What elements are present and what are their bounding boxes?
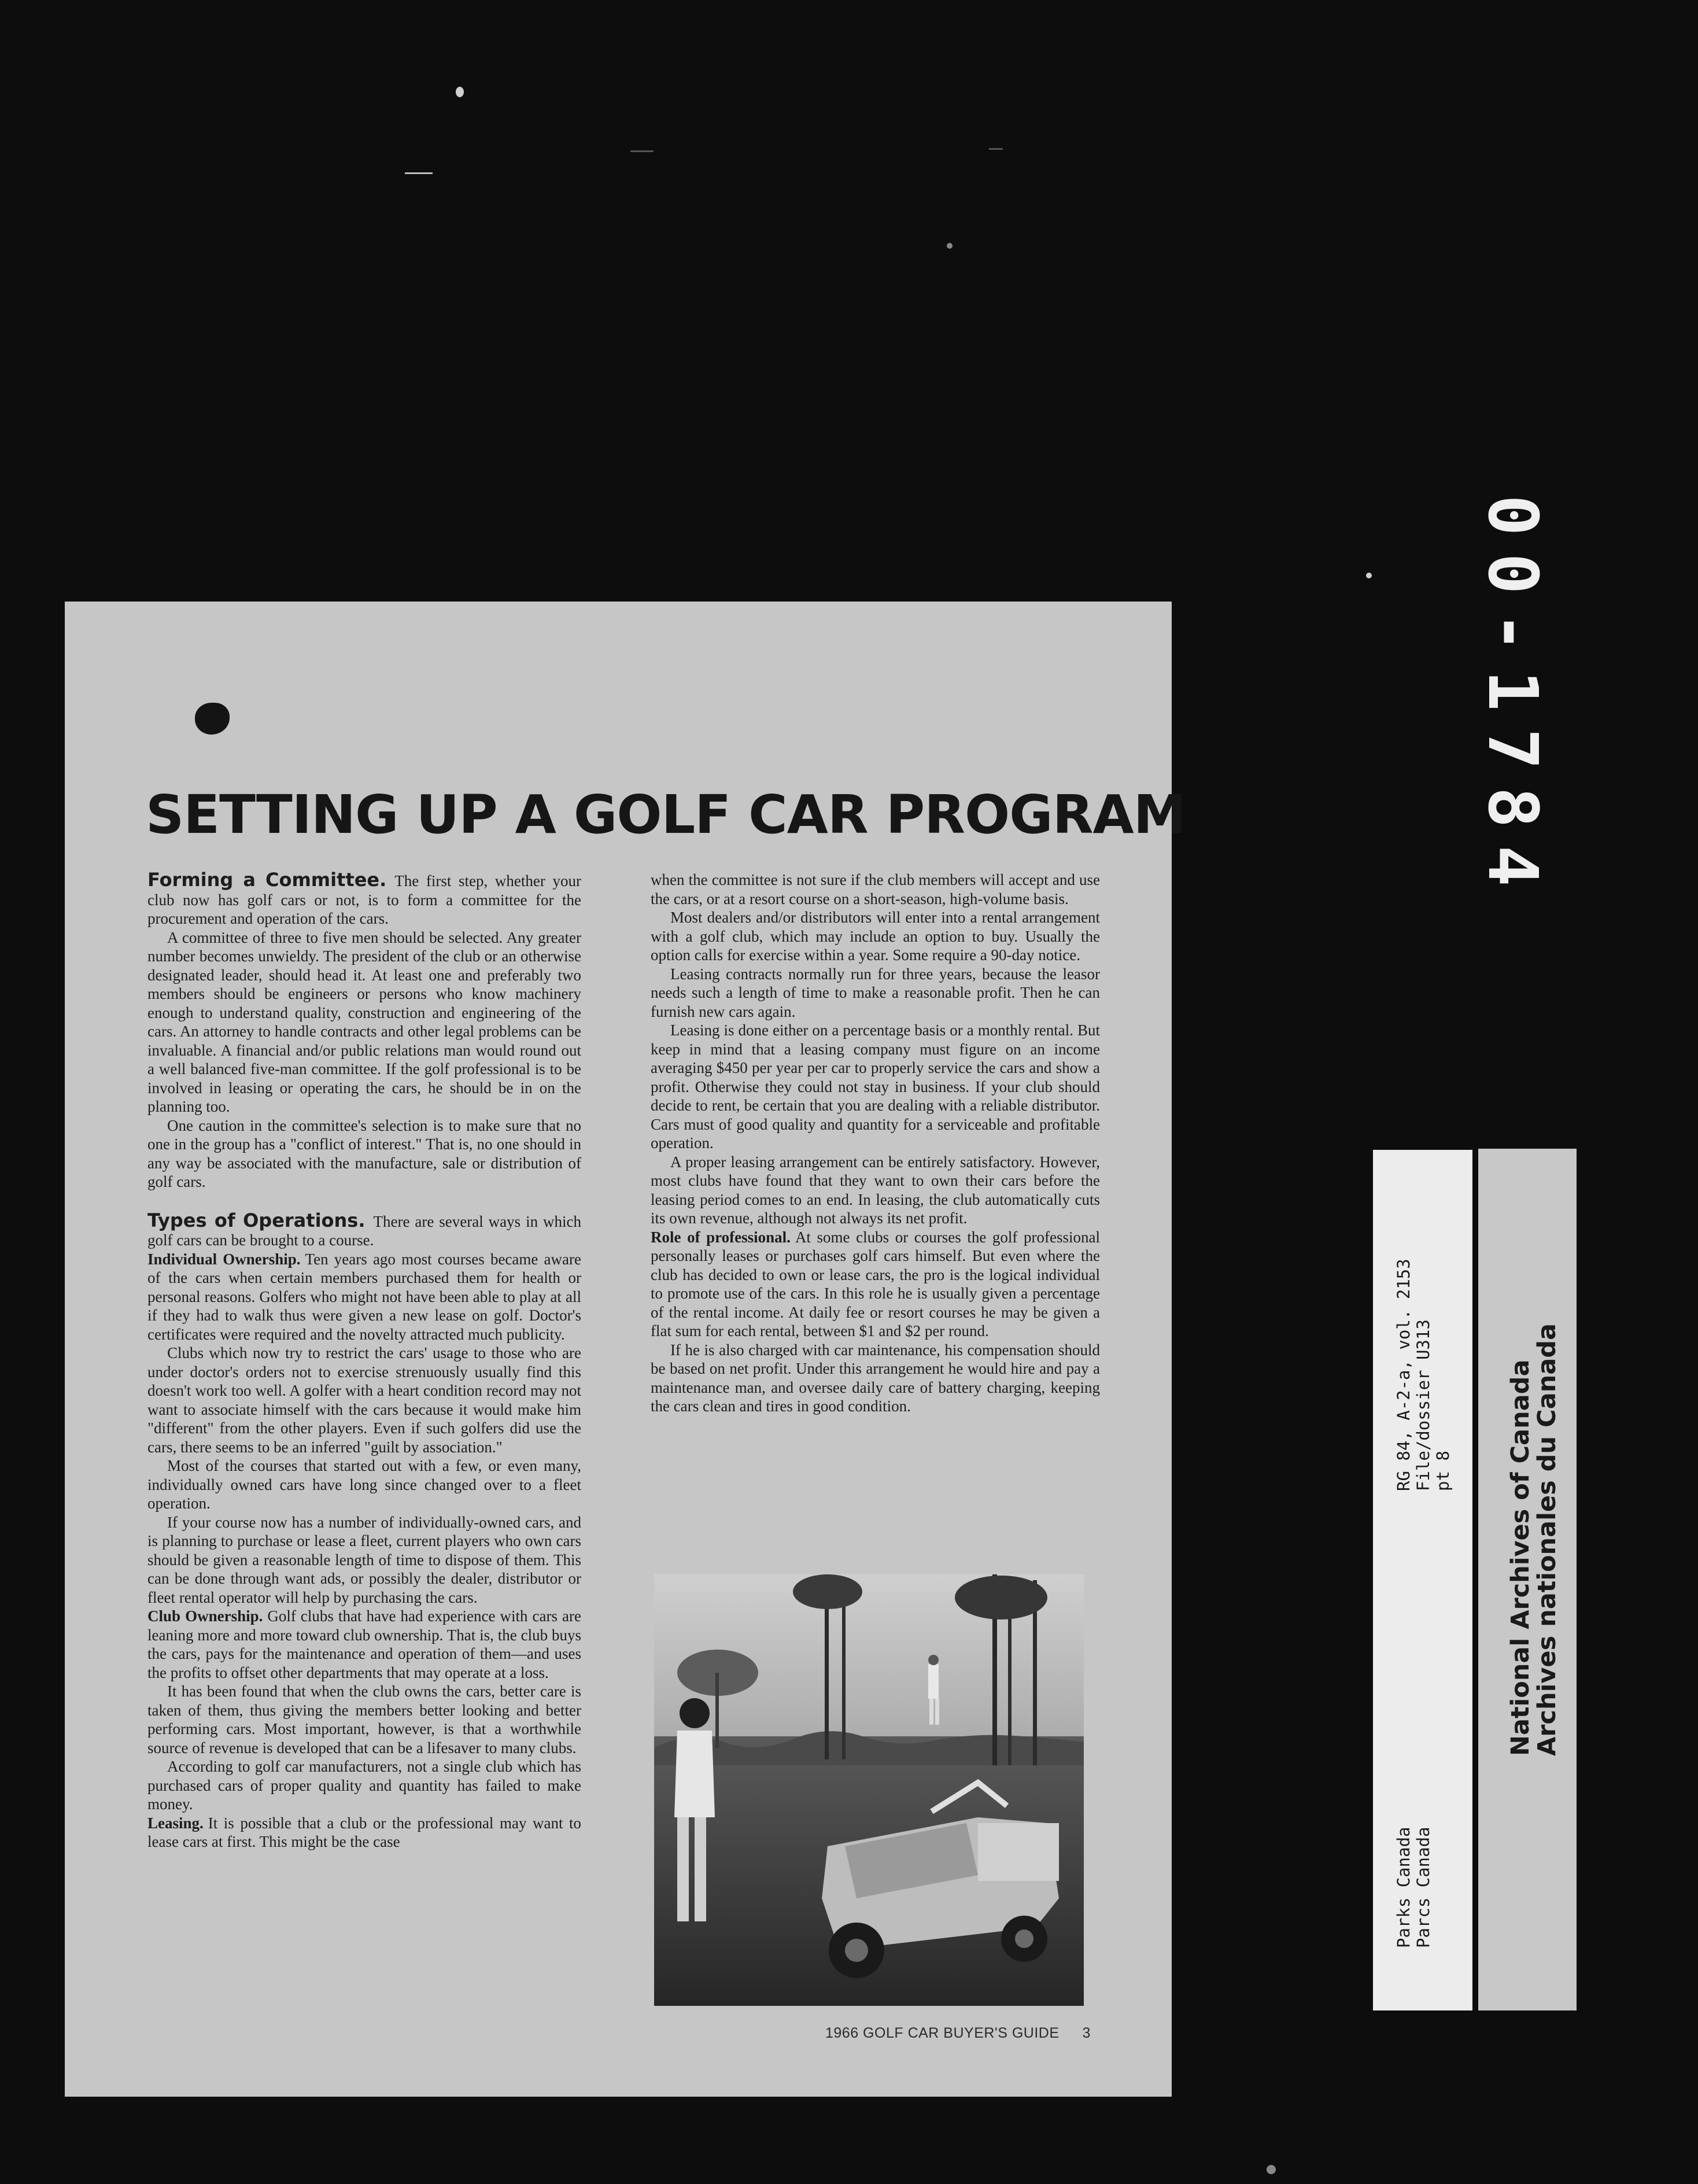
left-text-column xyxy=(147,870,581,1851)
record-reference xyxy=(1394,1259,1453,1491)
parks-canada-en: Parks Canada xyxy=(1394,1827,1413,1948)
film-frame-number: 00-1784 xyxy=(1473,495,1553,904)
national-archives-text xyxy=(1507,1323,1560,1756)
film-scratch xyxy=(630,150,654,152)
paragraph: A proper leasing arrangement can be entirely satisfactory. However, most clubs have found that they want to own their cars before the leasing period comes to an end. In leasing, the club automatically cuts its own revenue, although not always its net profit. xyxy=(651,1153,1100,1227)
parks-canada-text xyxy=(1394,1827,1433,1948)
film-speck xyxy=(947,243,953,249)
archives-name-fr: Archives nationales du Canada xyxy=(1533,1323,1562,1756)
paragraph: Most dealers and/or distributors will enter into a rental arrangement with a golf club, which may include an option to buy. Usually the option calls for exercise within a year. Some require a 90-day notice. xyxy=(651,909,1100,964)
paragraph: According to golf car manufacturers, not a single club which has purchased cars of proper quality and quantity has failed to make money. xyxy=(147,1758,581,1813)
paragraph: Leasing contracts normally run for three years, because the leasor needs such a length of time to make a reasonable profit. Then he can furnish new cars again. xyxy=(651,965,1100,1020)
paragraph: Leasing is done either on a percentage basis or a monthly rental. But keep in mind that a leasing company must figure on an income averaging $450 per year per car to properly service the cars and show a profit. Otherwise they could not stay in business. If your club should decide to rent, be certain that you are dealing with a reliable distributor. Cars must of good quality and quantity for a serviceable and profitable operation. xyxy=(651,1021,1100,1152)
paragraph: A committee of three to five men should be selected. Any greater number becomes unwieldy. The president of the club or an otherwise designated leader, should head it. At least one and preferably two members should be engineers or persons who know machinery enough to understand quality, construction and engineering of the cars. An attorney to handle contracts and other legal problems can be invaluable. A financial and/or public relations man would round out a well balanced five-man committee. If the golf professional is to be involved in leasing or operating the cars, he should be in on the planning too. xyxy=(147,928,581,1115)
page-number: 3 xyxy=(1082,2025,1091,2041)
film-speck xyxy=(1267,2165,1276,2174)
parks-canada-fr: Parcs Canada xyxy=(1413,1827,1433,1948)
film-speck xyxy=(456,87,464,97)
paragraph xyxy=(147,870,581,928)
paragraph-text: Ten years ago most courses became aware of the cars when certain members purchased them for health or personal reasons. Golfers who might not have been able to play at all if they had to walk thus were given a new lease on golf. Doctor's certificates were required and the novelty attracted much publicity. xyxy=(147,1250,581,1343)
section-heading-forming-committee: Forming a Committee. xyxy=(147,869,387,891)
paragraph xyxy=(147,1211,581,1250)
archives-name-en: National Archives of Canada xyxy=(1506,1359,1535,1756)
paragraph-text: The first step, whether your club now has golf cars or not, is to form a committee for the procurement and operation of the cars. xyxy=(147,872,581,927)
national-archives-label xyxy=(1478,1149,1577,2010)
paragraph xyxy=(147,1607,581,1682)
reference-line: File/dossier U313 xyxy=(1413,1319,1433,1491)
subheading-individual-ownership: Individual Ownership. xyxy=(147,1250,301,1268)
paragraph-text: There are several ways in which golf cars can be brought to a course. xyxy=(147,1212,581,1249)
paragraph: One caution in the committee's selection is to make sure that no one in the group has a "conflict of interest." That is, no one should in any way be associated with the manufacture, sale or distribution of golf cars. xyxy=(147,1116,581,1190)
paragraph: It has been found that when the club owns the cars, better care is taken of them, thus giving the members better looking and better performing cars. Most important, however, is that a worthwhile source of revenue is developed that can be a lifesaver to many clubs. xyxy=(147,1683,581,1757)
subheading-club-ownership: Club Ownership. xyxy=(147,1607,263,1625)
archive-reference-label xyxy=(1373,1150,1472,2010)
footer-source: 1966 GOLF CAR BUYER'S GUIDE xyxy=(825,2025,1060,2041)
paragraph: when the committee is not sure if the club members will accept and use the cars, or at a resort course on a short-season, high-volume basis. xyxy=(651,871,1100,907)
paragraph: Clubs which now try to restrict the cars' usage to those who are under doctor's orders not to exercise strenuously usually find this doesn't work too well. A golfer with a heart condition record may not want to associate himself with the cars because it would make him "different" from the other players. Even if such golfers did use the cars, there seems to be an inferred "guilt by association." xyxy=(147,1344,581,1456)
film-scratch xyxy=(989,148,1003,150)
film-scratch xyxy=(405,172,433,174)
paragraph-text: At some clubs or courses the golf professional personally leases or purchases golf cars himself. But even where the club has decided to own or lease cars, the pro is the logical individual to promote use of the cars. In this role he is usually given a percentage of the rental income. At daily fee or resort courses he may be given a flat sum for each rental, between $1 and $2 per round. xyxy=(651,1228,1100,1340)
subheading-role-of-professional: Role of professional. xyxy=(651,1228,791,1246)
article-title: SETTING UP A GOLF CAR PROGRAM xyxy=(146,784,1186,846)
golf-course-photo xyxy=(654,1574,1084,2006)
paragraph-text: Golf clubs that have had experience with cars are leaning more and more toward club ownership. That is, the club buys the cars, pays for the maintenance and operation of them—and uses the profits to offset other departments that may operate at a loss. xyxy=(147,1607,581,1681)
punch-hole xyxy=(195,703,230,735)
paragraph: Most of the courses that started out with a few, or even many, individually owned cars have long since changed over to a fleet operation. xyxy=(147,1457,581,1512)
right-text-column xyxy=(651,870,1100,1416)
paragraph: If he is also charged with car maintenance, his compensation should be based on net profit. Under this arrangement he would hire and pay a maintenance man, and oversee daily care of battery charging, keeping the cars clean and tires in good condition. xyxy=(651,1341,1100,1415)
subheading-leasing: Leasing. xyxy=(147,1814,204,1832)
paragraph-text: It is possible that a club or the professional may want to lease cars at first. This might be the case xyxy=(147,1814,581,1850)
page-footer xyxy=(825,2025,1091,2042)
reference-line: pt 8 xyxy=(1433,1451,1453,1491)
paragraph xyxy=(147,1250,581,1344)
film-speck xyxy=(1366,573,1372,578)
paragraph xyxy=(651,1228,1100,1341)
spacer xyxy=(147,1191,581,1211)
document-page xyxy=(65,602,1186,2097)
section-heading-types-of-operations: Types of Operations. xyxy=(147,1209,366,1231)
reference-line: RG 84, A-2-a, vol. 2153 xyxy=(1394,1259,1413,1491)
paragraph xyxy=(147,1814,581,1851)
paragraph: If your course now has a number of individually-owned cars, and is planning to purchase or lease a fleet, current players who own cars should be given a reasonable length of time to dispose of them. This can be done through want ads, or possibly the dealer, distributor or fleet rental operator will help by purchasing the cars. xyxy=(147,1513,581,1606)
